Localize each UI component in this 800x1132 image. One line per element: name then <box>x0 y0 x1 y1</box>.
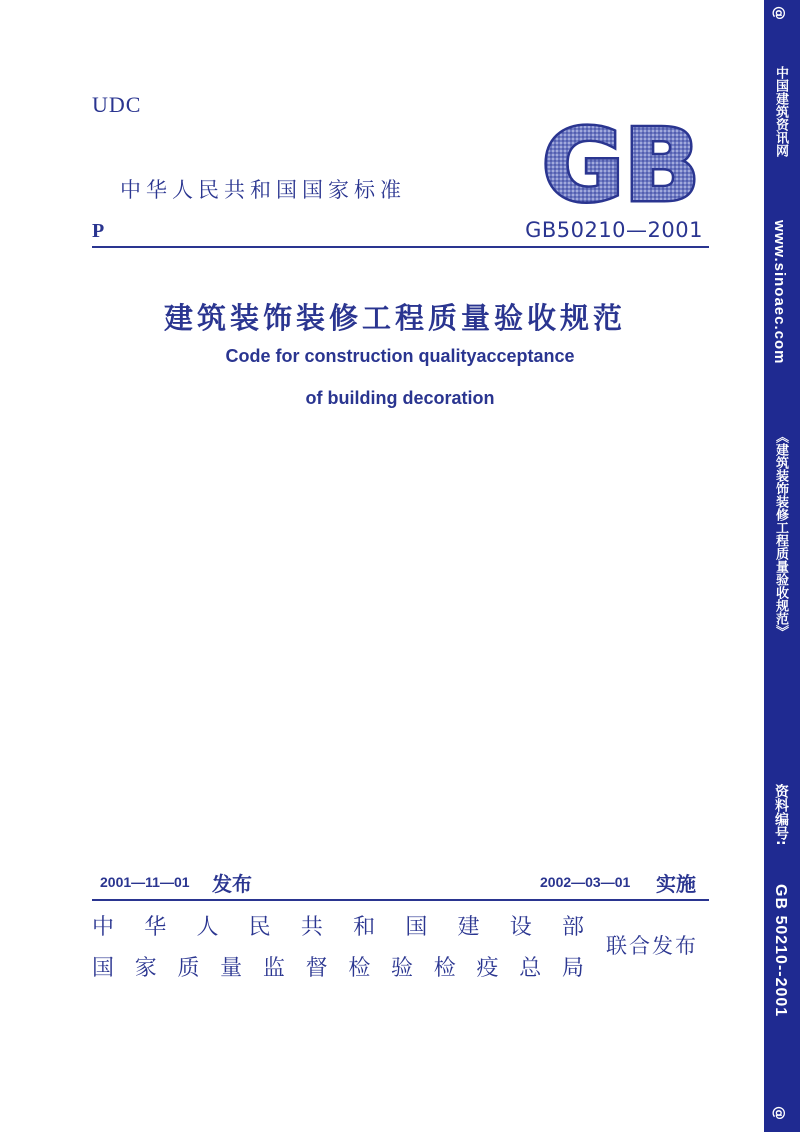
top-divider <box>92 246 709 248</box>
classification-code: P <box>92 220 105 242</box>
issuer-char: 和 <box>353 915 376 940</box>
side-site-name: 中国建筑资讯网 <box>773 66 788 157</box>
issuer-char: 部 <box>561 915 584 940</box>
issuer-char: 督 <box>305 956 328 981</box>
effective-date: 2002—03—01 <box>540 874 631 890</box>
standard-name: 中华人民共和国国家标准 <box>120 178 406 202</box>
issuer-char: 国 <box>92 956 115 981</box>
issuer-char: 华 <box>144 915 167 940</box>
issuer-ministry <box>92 910 584 941</box>
issuer-char: 检 <box>433 956 456 981</box>
joint-issue-label: 联合发布 <box>606 934 698 958</box>
at-icon: @ <box>771 6 787 20</box>
standard-number: GB50210—2001 <box>525 218 703 242</box>
issuer-char: 质 <box>177 956 200 981</box>
gb-logo <box>536 118 706 206</box>
issuer-char: 验 <box>391 956 414 981</box>
issuer-char: 局 <box>561 956 584 981</box>
publish-label: 发布 <box>212 872 252 896</box>
bottom-divider <box>92 899 709 901</box>
side-banner <box>764 0 800 1132</box>
side-document-title: 《建筑装饰装修工程质量验收规范》 <box>773 430 788 638</box>
issuer-char: 设 <box>509 915 532 940</box>
title-english-line2: of building decoration <box>305 388 495 408</box>
side-doc-number-label: 资料编号: <box>773 784 789 846</box>
issuer-char: 检 <box>348 956 371 981</box>
effective-label: 实施 <box>656 872 696 896</box>
side-doc-number: GB 50210--2001 <box>772 884 789 1018</box>
svg-text:GB: GB <box>541 118 701 206</box>
title-english-line1: Code for construction qualityacceptance <box>225 346 575 366</box>
publish-date: 2001—11—01 <box>100 874 190 890</box>
issuer-char: 量 <box>220 956 243 981</box>
issuer-char: 国 <box>405 915 428 940</box>
issuer-aqsiq <box>92 951 584 982</box>
title-chinese: 建筑装饰装修工程质量验收规范 <box>163 301 626 335</box>
issuer-char: 疫 <box>476 956 499 981</box>
issuer-char: 总 <box>519 956 542 981</box>
issuer-char: 共 <box>300 915 323 940</box>
issuer-char: 监 <box>262 956 285 981</box>
issuer-char: 中 <box>92 915 115 940</box>
issuer-char: 民 <box>248 915 271 940</box>
udc-label: UDC <box>92 92 142 117</box>
at-icon: @ <box>771 1106 787 1120</box>
issuer-char: 家 <box>134 956 157 981</box>
issuer-char: 人 <box>196 915 219 940</box>
issuer-char: 建 <box>457 915 480 940</box>
side-site-url[interactable]: www.sinoaec.com <box>771 220 788 365</box>
